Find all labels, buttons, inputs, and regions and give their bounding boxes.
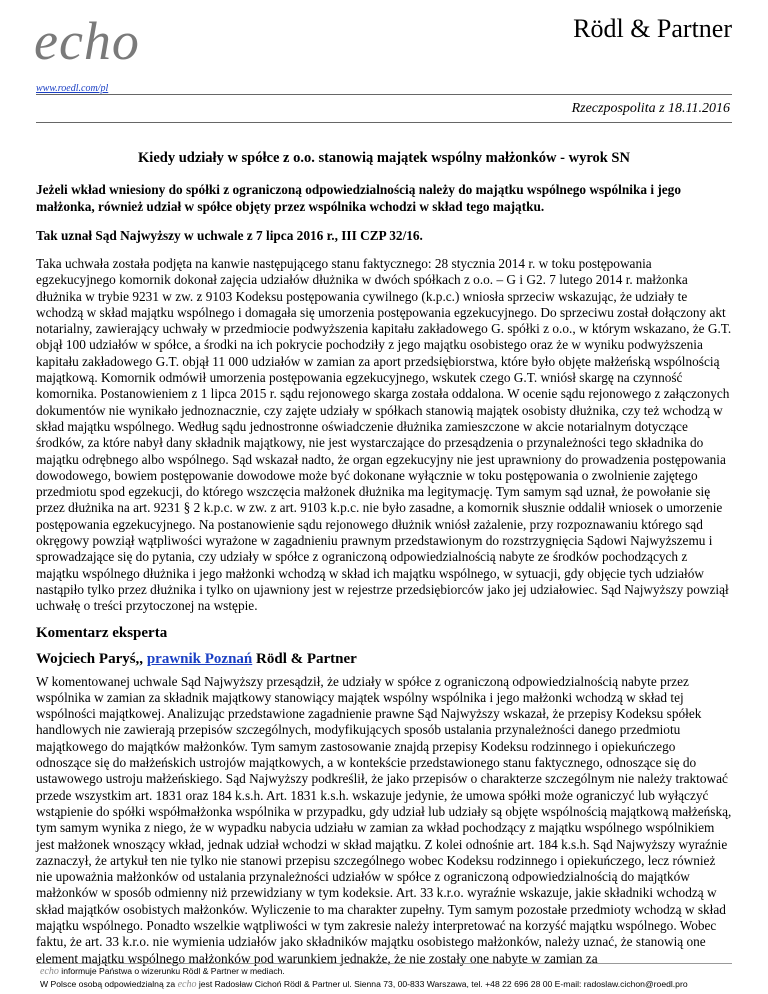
footer-line-2 [40, 978, 732, 991]
author-line [36, 651, 732, 668]
header-divider-bottom [36, 122, 732, 123]
article-title: Kiedy udziały w spółce z o.o. stanowią majątek wspólny małżonków - wyrok SN [138, 150, 630, 166]
facts-paragraph: Taka uchwała została podjęta na kanwie następującego stanu faktycznego: 28 stycznia 2014 r. w toku postępowania egzekucyjnego komornik dokonał zajęcia udziałów dłużnika w dwóch spółkach z o.o. – G i G2. 7 lutego 2014 r. małżonka dłużnika w trybie 9231 w zw. z 9103 Kodeksu postępowania cywilnego (k.p.c.) wniosła sprzeciw wskazując, że udziały te wchodzą w skład majątku wspólnego i domagała się umorzenia postępowania egzekucyjnego. Do sprzeciwu został dołączony akt notarialny, zawierający uchwały w przedmiocie podwyższenia kapitału zakładowego G. spółki z o.o., w którym wskazano, że G.T. objął 100 udziałów w spółce, a środki na ich pokrycie pochodziły z jego majątku osobistego oraz że w wyniku podwyższenia kapitału zakładowego G.T. objął 11 000 udziałów w zamian za aport przedsiębiorstwa, które było objęte małżeńską wspólnością majątkową. Komornik odmówił umorzenia postępowania egzekucyjnego, wskutek czego G.T. wniósł skargę na czynność komornika. Postanowieniem z 1 lipca 2015 r. sądu rejonowego skarga została oddalona. W ocenie sądu rejonowego z załączonych dokumentów nie wynikało jednoznacznie, czy zajęte udziały w spółkach stanowią majątek osobisty dłużnika, czy też wchodzą w skład majątku wspólnego. Według sądu jednostronne oświadczenie dłużnika zamieszczone w akcie notarialnym dotyczące środków, za które nabył dany składnik majątkowy, nie jest wystarczające do przesądzenia o przynależności tego składnika do majątku odrębnego albo wspólnego. Sąd wskazał nadto, że organ egzekucyjny nie jest uprawniony do prowadzenia postępowania dowodowego, bowiem postępowanie dowodowe może być dokonane wyłącznie w toku postępowania o zwolnienie zajętego przedmiotu spod egzekucji, do którego wszczęcia małżonek dłużnika ma legitymację. Tym samym sąd uznał, że powołanie się przez dłużnika na art. 9231 § 2 k.p.c. w zw. z art. 9103 k.p.c. nie było zasadne, a komornik słusznie oddalił wniosek o umorzenie postępowania egzekucyjnego. Na postanowienie sądu rejonowego dłużnik wniósł zażalenie, przy rozpoznawaniu którego sąd okręgowy powziął wątpliwości wyrażone w zagadnieniu prawnym przedstawionym do rozstrzygnięcia Sądowi Najwyższemu i sprowadzające się do pytania, czy udziały w spółce z ograniczoną odpowiedzialnością nabyte ze środków pochodzących z majątku wspólnego dłużnika i jego małżonki wchodzą w skład ich majątku wspólnego, w sytuacji, gdy objęcie tych udziałów nastąpiło tylko przez dłużnika i tylko on ujawniony jest w rejestrze przedsiębiorców jako jej udziałowiec. Sąd Najwyższy powziął uchwałę o treści przytoczonej na wstępie. [36, 256, 732, 614]
footer-line-1-text: informuje Państwa o wizerunku Rödl & Partner w mediach. [58, 966, 285, 976]
footer-divider [36, 963, 732, 964]
publication-source: Rzeczpospolita z 18.11.2016 [571, 101, 730, 116]
header-divider-top [36, 94, 732, 95]
footer-line-2-suffix: jest Radosław Cichoń Rödl & Partner ul. Sienna 73, 00-833 Warszawa, tel. +48 22 696 28 00 E-mail: radoslaw.cichon@roedl.pro [196, 979, 688, 989]
commentary-paragraph: W komentowanej uchwale Sąd Najwyższy przesądził, że udziały w spółce z ograniczoną odpowiedzialnością nabyte przez wspólnika w zamian za składnik majątkowy stanowiący majątek wspólny wspólnika i jego małżonki wchodzą w skład tej wspólności majątkowej. Analizując przedstawione zagadnienie prawne Sąd Najwyższy wskazał, że przepisy Kodeksu spółek handlowych nie zawierają przepisów szczególnych, modyfikujących sposób ustalania przynależności danego przedmiotu majątkowego do majątków małżonków. Tym samym zastosowanie znajdą przepisy Kodeksu rodzinnego i opiekuńczego odnoszące się do małżeńskich ustrojów majątkowych, a w kontekście przedstawionego stanu faktycznego, odnoszące się do ustawowego ustroju małżeńskiego. Sąd Najwyższy podkreślił, że jako przepisów o charakterze szczególnym nie należy traktować przede wszystkim art. 1831 oraz 184 k.s.h. Art. 1831 k.s.h. wskazuje jedynie, że umowa spółki może ograniczyć lub wyłączyć wstąpienie do spółki współmałżonka wspólnika w przypadku, gdy udział lub udziały są objęte wspólnością majątkową małżeńską, tym samym wynika z niego, że w wypadku nabycia udziału w zamian za wkład pochodzący z majątku wspólnego wspólnikiem jest małżonek wnoszący wkład, jednak udział wchodzi w skład majątku. Z kolei odnośnie art. 184 k.s.h. Sąd Najwyższy wyraźnie zaznaczył, że artykuł ten nie tylko nie stanowi przepisu szczególnego wobec Kodeksu rodzinnego i opiekuńczego, lecz również nie upoważnia małżonków od ustalania przynależności udziałów w spółce z ograniczoną odpowiedzialnością do majątków małżonków w sposób odmienny niż przewidziany w tym kodeksie. Art. 33 k.r.o. wyraźnie wskazuje, jakie składniki wchodzą w skład majątków osobistych małżonków. Wyliczenie to ma charakter zupełny. Tym samym pozostałe przedmioty wchodzą w skład majątku wspólnego. Ponadto wszelkie wątpliwości w tym zakresie należy interpretować na korzyść majątku wspólnego. Wobec faktu, że art. 33 k.r.o. nie wymienia udziałów jako składników majątku osobistego małżonków, należy uznać, że stanowią one element majątku wspólnego małżonków pod warunkiem jednakże, że nie zostały one nabyte w zamian za [36, 673, 732, 966]
footer-echo-logo: echo [40, 966, 59, 977]
section-heading: Komentarz eksperta [36, 624, 168, 641]
author-firm: Rödl & Partner [256, 650, 357, 667]
author-profile-link[interactable]: prawnik Poznań [146, 650, 253, 667]
article-lead: Jeżeli wkład wniesiony do spółki z ograniczoną odpowiedzialnością należy do majątku wspólnego wspólnika i jego małżonka, również udział w spółce objęty przez wspólnika wchodzi w skład tego majątku. [36, 182, 681, 214]
footer-echo-logo-inline: echo [177, 979, 197, 990]
website-link[interactable]: www.roedl.com/pl [36, 83, 109, 94]
footer [40, 965, 732, 991]
echo-logo: echo [34, 11, 140, 71]
article [36, 144, 732, 977]
brand-logo: Rödl & Partner [573, 14, 732, 43]
footer-line-1 [40, 965, 732, 978]
ruling-statement: Tak uznał Sąd Najwyższy w uchwale z 7 lipca 2016 r., III CZP 32/16. [36, 228, 423, 243]
author-name: Wojciech Paryś,, [36, 650, 144, 667]
footer-line-2-prefix: W Polsce osobą odpowiedzialną za [40, 979, 178, 989]
